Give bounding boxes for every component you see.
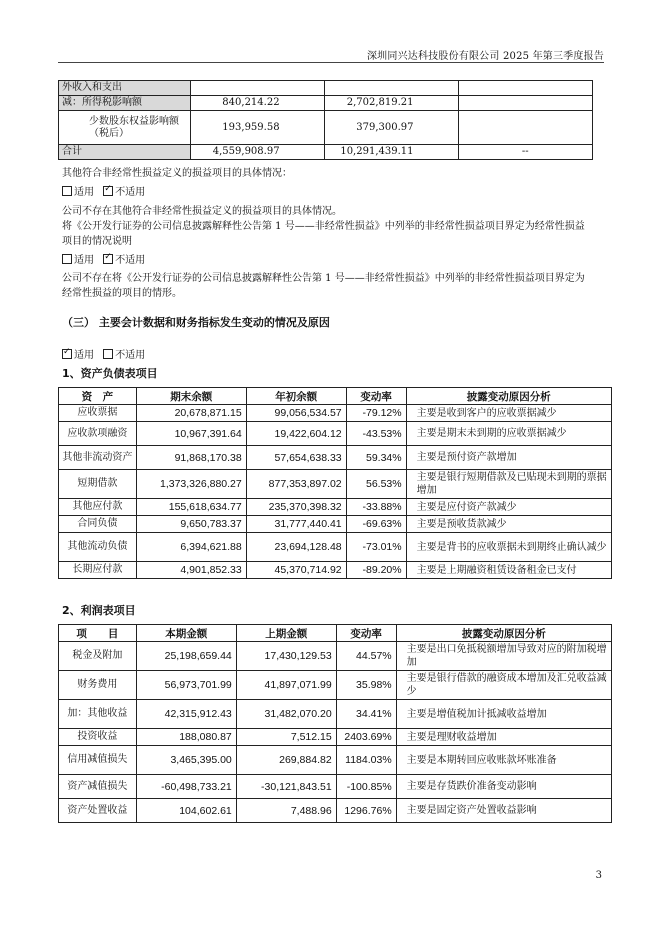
column-header: 披露变动原因分析 (396, 625, 611, 642)
change-rate: -89.20% (346, 562, 406, 579)
end-balance: 6,394,621.88 (136, 533, 246, 562)
column-header: 上期金额 (236, 625, 336, 642)
item-name: 财务费用 (59, 671, 137, 700)
current-amount: -60,498,733.21 (136, 775, 236, 799)
end-balance: 1,373,326,880.27 (136, 470, 246, 499)
checkbox-label: 适用 (74, 255, 94, 266)
table-row (59, 96, 593, 111)
prior-amount: 7,512.15 (236, 729, 336, 746)
item-name: 其他应付款 (59, 499, 137, 516)
non-recurring-items-table (58, 80, 593, 160)
column-header: 本期金额 (136, 625, 236, 642)
change-reason: 主要是固定资产处置收益影响 (396, 799, 611, 823)
checkbox-label: 适用 (74, 187, 94, 198)
item-name: 其他流动负债 (59, 533, 137, 562)
checkbox-applicable[interactable] (62, 254, 72, 264)
end-balance: 155,618,634.77 (136, 499, 246, 516)
change-reason: 主要是银行借款的融资成本增加及汇兑收益减少 (396, 671, 611, 700)
table-row (59, 111, 593, 145)
row-label: 外收入和支出 (59, 81, 191, 96)
end-balance: 20,678,871.15 (136, 405, 246, 422)
change-reason: 主要是期末未到期的应收票据减少 (406, 422, 611, 446)
change-rate: 34.41% (336, 700, 396, 729)
prior-amount: 269,884.82 (236, 746, 336, 775)
income-statement-table (58, 624, 612, 823)
change-rate: 1296.76% (336, 799, 396, 823)
checkbox-not-applicable[interactable] (103, 186, 113, 196)
table-cell (190, 81, 324, 96)
table-cell: 4,559,908.97 (190, 145, 324, 160)
change-reason: 主要是收到客户的应收票据减少 (406, 405, 611, 422)
checkbox-label: 适用 (74, 350, 94, 361)
table-cell: 379,300.97 (324, 111, 458, 145)
change-rate: 44.57% (336, 642, 396, 671)
change-reason: 主要是银行短期借款及已贴现未到期的票据增加 (406, 470, 611, 499)
begin-balance: 57,654,638.33 (246, 446, 346, 470)
table-row (59, 499, 612, 516)
item-name: 加：其他收益 (59, 700, 137, 729)
row-label: 合计 (59, 145, 191, 160)
change-reason: 主要是理财收益增加 (396, 729, 611, 746)
end-balance: 91,868,170.38 (136, 446, 246, 470)
subsection-income-statement: 2、利润表项目 (62, 604, 136, 617)
change-rate: -100.85% (336, 775, 396, 799)
checkbox-label: 不适用 (115, 187, 146, 198)
current-amount: 188,080.87 (136, 729, 236, 746)
change-reason: 主要是预付资产款增加 (406, 446, 611, 470)
table-row (59, 729, 612, 746)
change-reason: 主要是增值税加计抵减收益增加 (396, 700, 611, 729)
row-label: 少数股东权益影响额（税后） (59, 111, 191, 145)
table-row (59, 446, 612, 470)
checkbox-not-applicable[interactable] (103, 349, 113, 359)
change-rate: -33.88% (346, 499, 406, 516)
begin-balance: 99,056,534.57 (246, 405, 346, 422)
begin-balance: 31,777,440.41 (246, 516, 346, 533)
change-reason: 主要是出口免抵税额增加导致对应的附加税增加 (396, 642, 611, 671)
change-rate: -69.63% (346, 516, 406, 533)
checkbox-applicable[interactable] (62, 186, 72, 196)
change-rate: -43.53% (346, 422, 406, 446)
paragraph-no-items: 公司不存在其他符合非经常性损益定义的损益项目的具体情况。 (62, 206, 342, 217)
table-row (59, 145, 593, 160)
end-balance: 10,967,391.64 (136, 422, 246, 446)
column-header: 年初余额 (246, 388, 346, 405)
table-row (59, 533, 612, 562)
column-header: 资 产 (59, 388, 137, 405)
checkbox-applicable[interactable] (62, 349, 72, 359)
paragraph-no-classification-l2: 经常性损益的项目的情形。 (62, 288, 182, 299)
report-header-title: 深圳同兴达科技股份有限公司 2025 年第三季度报告 (366, 51, 604, 62)
prior-amount: 31,482,070.20 (236, 700, 336, 729)
current-amount: 56,973,701.99 (136, 671, 236, 700)
item-name: 短期借款 (59, 470, 137, 499)
page-number: 3 (595, 870, 602, 881)
checkbox-row-1 (62, 183, 145, 198)
item-name: 投资收益 (59, 729, 137, 746)
change-reason: 主要是本期转回应收账款坏账准备 (396, 746, 611, 775)
item-name: 合同负债 (59, 516, 137, 533)
table-row (59, 746, 612, 775)
begin-balance: 19,422,604.12 (246, 422, 346, 446)
change-rate: -73.01% (346, 533, 406, 562)
change-reason: 主要是应付资产款减少 (406, 499, 611, 516)
table-row (59, 642, 612, 671)
column-header: 变动率 (336, 625, 396, 642)
table-row (59, 700, 612, 729)
prior-amount: 7,488.96 (236, 799, 336, 823)
table-row (59, 562, 612, 579)
row-label: 减：所得税影响额 (59, 96, 191, 111)
table-row (59, 775, 612, 799)
checkbox-label: 不适用 (115, 350, 146, 361)
item-name: 应收款项融资 (59, 422, 137, 446)
change-rate: 59.34% (346, 446, 406, 470)
paragraph-classification-l2: 项目的情况说明 (62, 236, 132, 247)
paragraph-other-items: 其他符合非经常性损益定义的损益项目的具体情况： (62, 168, 292, 179)
change-reason: 主要是存货跌价准备变动影响 (396, 775, 611, 799)
section-heading: （三） 主要会计数据和财务指标发生变动的情况及原因 (62, 316, 330, 329)
prior-amount: -30,121,843.51 (236, 775, 336, 799)
item-name: 信用减值损失 (59, 746, 137, 775)
header-divider (58, 62, 604, 63)
item-name: 税金及附加 (59, 642, 137, 671)
begin-balance: 45,370,714.92 (246, 562, 346, 579)
table-row (59, 799, 612, 823)
table-cell (324, 81, 458, 96)
column-header: 披露变动原因分析 (406, 388, 611, 405)
column-header: 项 目 (59, 625, 137, 642)
table-row (59, 81, 593, 96)
table-cell (458, 96, 593, 111)
table-row (59, 405, 612, 422)
table-row (59, 470, 612, 499)
end-balance: 4,901,852.33 (136, 562, 246, 579)
table-cell: 840,214.22 (190, 96, 324, 111)
subsection-balance-sheet: 1、资产负债表项目 (62, 367, 158, 380)
item-name: 其他非流动资产 (59, 446, 137, 470)
change-rate: 2403.69% (336, 729, 396, 746)
table-cell: 193,959.58 (190, 111, 324, 145)
checkbox-not-applicable[interactable] (103, 254, 113, 264)
table-row (59, 516, 612, 533)
column-header: 期末余额 (136, 388, 246, 405)
begin-balance: 877,353,897.02 (246, 470, 346, 499)
item-name: 长期应付款 (59, 562, 137, 579)
column-header: 变动率 (346, 388, 406, 405)
change-rate: 56.53% (346, 470, 406, 499)
change-reason: 主要是背书的应收票据未到期终止确认减少 (406, 533, 611, 562)
table-row (59, 422, 612, 446)
checkbox-row-2 (62, 251, 145, 266)
change-rate: 35.98% (336, 671, 396, 700)
begin-balance: 235,370,398.32 (246, 499, 346, 516)
change-rate: 1184.03% (336, 746, 396, 775)
paragraph-no-classification-l1: 公司不存在将《公开发行证券的公司信息披露解释性公告第 1 号——非经常性损益》中列举的非经常性损益项目界定为 (62, 273, 585, 284)
change-rate: -79.12% (346, 405, 406, 422)
table-row (59, 671, 612, 700)
checkbox-label: 不适用 (115, 255, 146, 266)
table-cell: 10,291,439.11 (324, 145, 458, 160)
table-cell: 2,702,819.21 (324, 96, 458, 111)
current-amount: 3,465,395.00 (136, 746, 236, 775)
paragraph-classification-l1: 将《公开发行证券的公司信息披露解释性公告第 1 号——非经常性损益》中列举的非经常性损益项目界定为经常性损益 (62, 221, 585, 232)
current-amount: 25,198,659.44 (136, 642, 236, 671)
current-amount: 104,602.61 (136, 799, 236, 823)
table-cell: -- (458, 145, 593, 160)
table-cell (458, 111, 593, 145)
end-balance: 9,650,783.37 (136, 516, 246, 533)
item-name: 应收票据 (59, 405, 137, 422)
table-cell (458, 81, 593, 96)
begin-balance: 23,694,128.48 (246, 533, 346, 562)
change-reason: 主要是预收货款减少 (406, 516, 611, 533)
item-name: 资产减值损失 (59, 775, 137, 799)
checkbox-row-3 (62, 346, 145, 361)
change-reason: 主要是上期融资租赁设备租金已支付 (406, 562, 611, 579)
prior-amount: 17,430,129.53 (236, 642, 336, 671)
item-name: 资产处置收益 (59, 799, 137, 823)
current-amount: 42,315,912.43 (136, 700, 236, 729)
prior-amount: 41,897,071.99 (236, 671, 336, 700)
balance-sheet-table (58, 387, 612, 579)
